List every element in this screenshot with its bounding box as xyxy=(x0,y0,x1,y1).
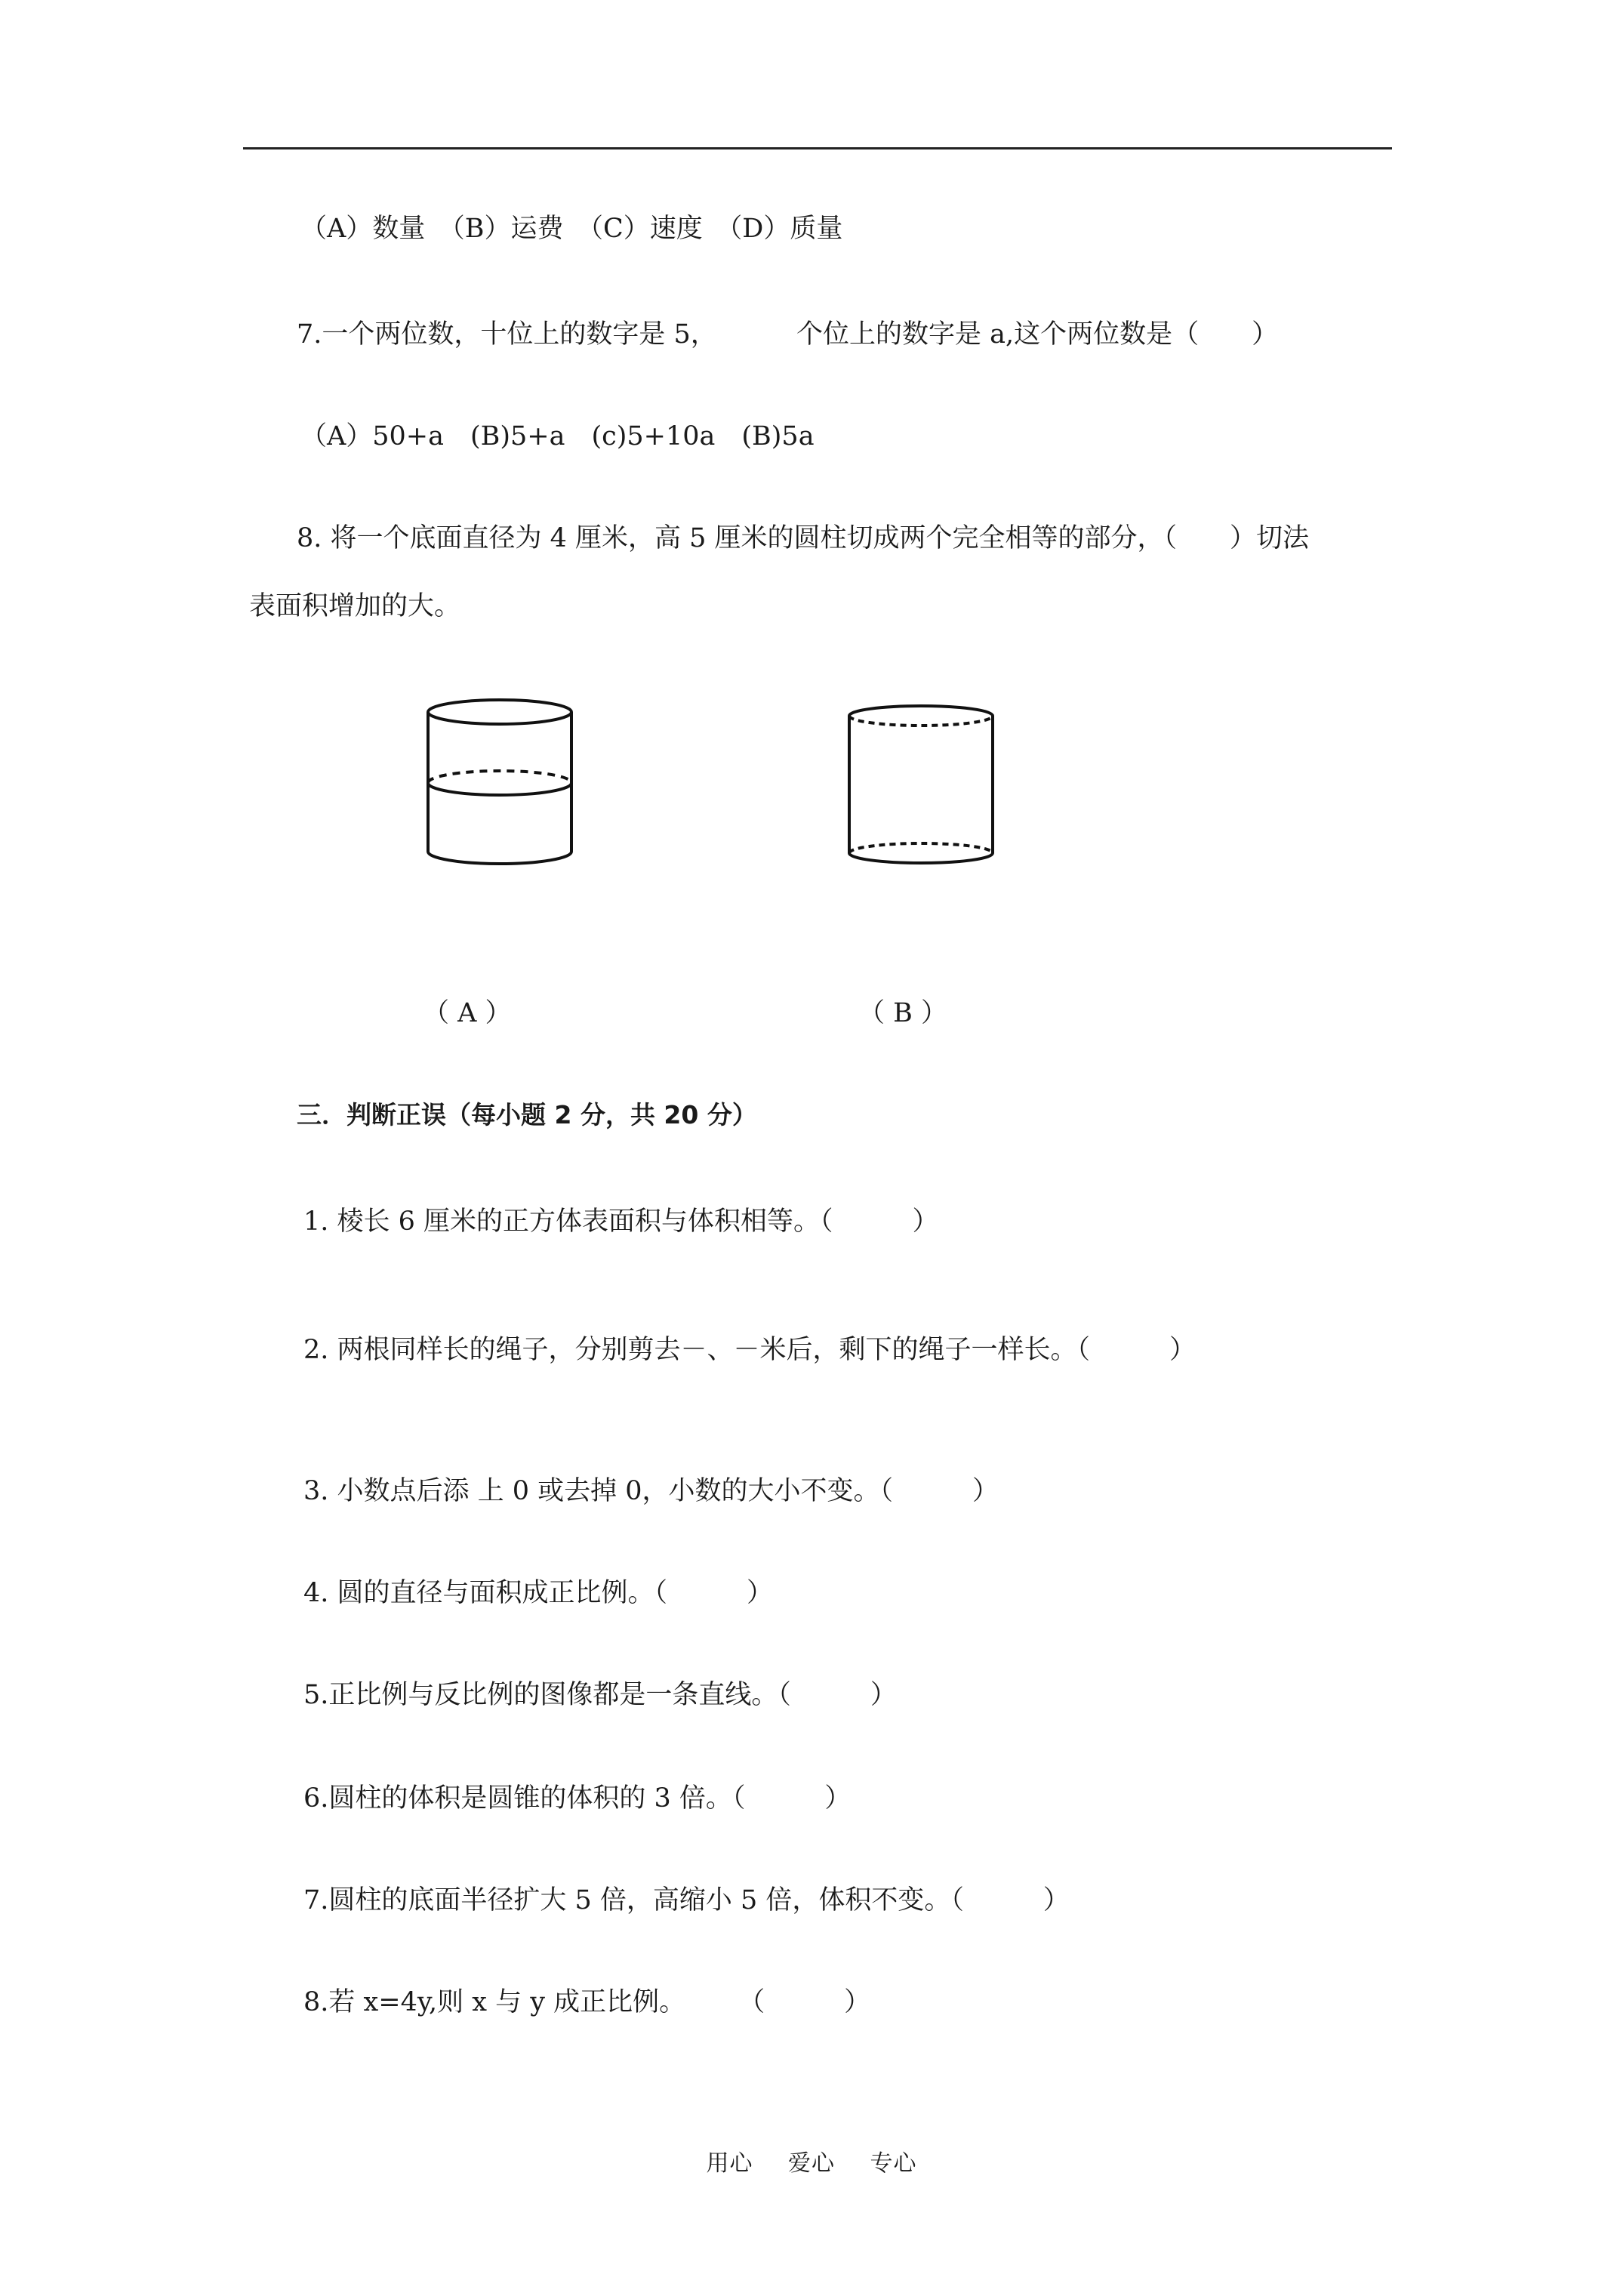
figure-label-b: （ B ） xyxy=(858,998,947,1028)
page-footer xyxy=(0,2144,1623,2177)
tf-item-7: 7.圆柱的底面半径扩大 5 倍，高缩小 5 倍，体积不变。（ ） xyxy=(303,1885,1070,1915)
tf-item-6: 6.圆柱的体积是圆锥的体积的 3 倍。（ ） xyxy=(303,1783,852,1814)
footer-word-2: 爱心 xyxy=(788,2150,835,2177)
tf-item-4: 4. 圆的直径与面积成正比例。（ ） xyxy=(303,1578,774,1608)
header-rule xyxy=(243,147,1392,149)
footer-word-1: 用心 xyxy=(706,2150,753,2177)
q8-line1: 8. 将一个底面直径为 4 厘米，高 5 厘米的圆柱切成两个完全相等的部分，（ ）切法 xyxy=(297,523,1310,553)
q7-stem-b: 个位上的数字是 a,这个两位数是（ ） xyxy=(796,319,1279,350)
tf-item-2: 2. 两根同样长的绳子，分别剪去－、－米后，剩下的绳子一样长。（ ） xyxy=(303,1335,1196,1365)
cylinder-figure-a xyxy=(419,695,581,868)
tf-item-3: 3. 小数点后添 上 0 或去掉 0，小数的大小不变。（ ） xyxy=(303,1476,999,1506)
tf-item-5: 5.正比例与反比例的图像都是一条直线。（ ） xyxy=(303,1680,897,1710)
q8-line2: 表面积增加的大。 xyxy=(249,591,461,621)
figure-label-a: （ A ） xyxy=(423,998,512,1028)
footer-word-3: 专心 xyxy=(870,2150,917,2177)
section-3-title: 三．判断正误（每小题 2 分，共 20 分） xyxy=(297,1100,757,1130)
q7-stem-a: 7.一个两位数，十位上的数字是 5， xyxy=(297,319,717,350)
tf-item-1: 1. 棱长 6 厘米的正方体表面积与体积相等。（ ） xyxy=(303,1207,939,1237)
cylinder-figure-b xyxy=(840,695,1002,868)
q7-options: （A）50+a (B)5+a (c)5+10a (B)5a xyxy=(300,421,815,451)
tf-item-8: 8.若 x=4y,则 x 与 y 成正比例。 （ ） xyxy=(303,1987,871,2017)
q6-options: （A）数量 （B）运费 （C）速度 （D）质量 xyxy=(300,214,843,244)
